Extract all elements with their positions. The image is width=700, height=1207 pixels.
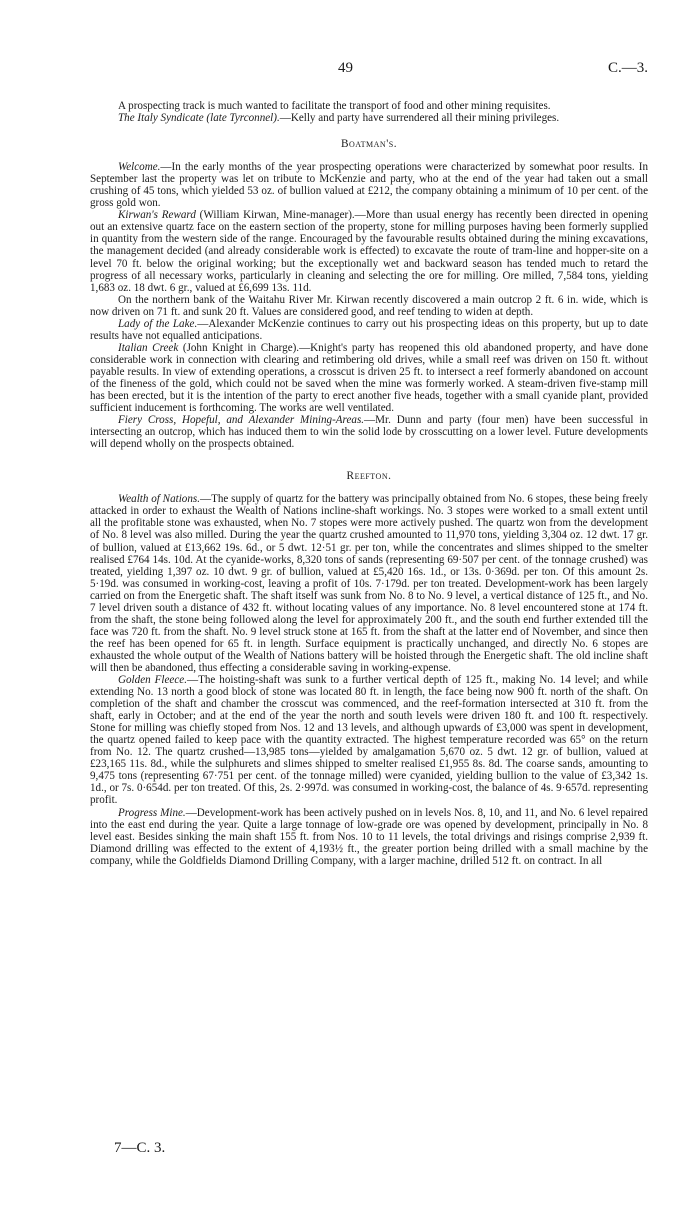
entry-title: Progress Mine.: [118, 806, 186, 819]
entry-wealth-of-nations: [90, 493, 648, 674]
section-heading-reefton: Reefton.: [346, 470, 392, 483]
entry-title: Lady of the Lake.: [118, 317, 198, 330]
italy-syndicate-paragraph: [90, 112, 648, 124]
entry-text: (William Kirwan, Mine-manager).—More than usual energy has recently been directed in opening out an extensive quartz face on the eastern section of the property, stone for milling purposes having been formerly supplied in quantity from the western side of the range. Encouraged by the favourable results obtained during the mining excavations, the management decided (and already considerable work is effected) to excavate the route of tram-line and hopper-site on a level 70 ft. below the original working; but the exceptionally wet and backward season has tended much to retard the progress of all necessary works, particularly in cleaning and selecting the ore for milling. Ore milled, 7,584 tons, yielding 1,683 oz. 18 dwt. 6 gr., valued at £6,699 13s. 11d.: [90, 209, 648, 294]
entry-text: On the northern bank of the Waitahu River Mr. Kirwan recently discovered a main outcrop 2 ft. 6 in. wide, which is now driven on 71 ft. and sunk 20 ft. Values are considered good, and reef tending to widen at depth.: [90, 293, 648, 318]
section-heading-boatmans: Boatman's.: [340, 138, 398, 151]
footer-signature: 7—C. 3.: [114, 1140, 166, 1156]
entry-text: —Development-work has been actively pushed on in levels Nos. 8, 10, and 11, and No. 6 level repaired into the east end during the year. Quite a large tonnage of low-grade ore was opened by development, principally in No. 8 level east. Besides sinking the main shaft 155 ft. from Nos. 10 to 11 levels, the total drivings and risings comprise 2,939 ft. Diamond drilling was effected to the extent of 4,193½ ft., the greater portion being drilled with a small machine by the company, while the Goldfields Diamond Drilling Company, with a larger machine, drilled 512 ft. on contract. In all: [90, 806, 648, 867]
entry-title: Italian Creek: [118, 341, 179, 354]
entry-text: —Kelly and party have surrendered all their mining privileges.: [279, 112, 560, 125]
entry-title: Welcome.: [118, 161, 161, 174]
intro-paragraph: A prospecting track is much wanted to facilitate the transport of food and other mining requisites.: [118, 100, 551, 112]
entry-title: Fiery Cross, Hopeful, and Alexander Mining-Areas.: [118, 414, 365, 427]
page-number: 49: [338, 60, 353, 76]
entry-lady-of-the-lake: [90, 318, 648, 342]
entry-text: —The supply of quartz for the battery was principally obtained from No. 6 stopes, these being freely attacked in order to exhaust the Wealth of Nations incline-shaft workings. No. 3 stopes were worked to a small extent until all the profitable stone was exhausted, when No. 7 stopes were more actively pushed. The quartz won from the development of No. 8 level was also milled. During the year the quartz crushed amounted to 11,970 tons, yielding 3,304 oz. 12 dwt. 17 gr. of bullion, valued at £13,662 19s. 6d., or 5 dwt. 12·51 gr. per ton, while the concentrates and slimes shipped to the smelter realised £764 14s. 10d. At the cyanide-works, 8,320 tons of sands (representing 69·507 per cent. of the tonnage crushed) was treated, yielding 1,397 oz. 10 dwt. 9 gr. of bullion, valued at £5,420 16s. 1d., or 13s. 0·369d. per ton. Of this amount 2s. 5·19d. was consumed in working-cost, leaving a profit of 10s. 7·179d. per ton treated. Development-work has been largely carried on from the Energetic shaft. The shaft itself was sunk from No. 8 to No. 9 level, a vertical distance of 125 ft., and No. 7 level driven south a distance of 432 ft. without locating values of any importance. No. 8 level encountered stone at 174 ft. from the shaft, the stone being followed along the level for approximately 200 ft., and the south end further extended till the face was 720 ft. from the shaft. No. 9 level struck stone at 165 ft. from the shaft at the latter end of November, and since then the reef has been opened for 65 ft. in length. Surface equipment is practically unchanged, and directly No. 6 stopes are exhausted the whole output of the Wealth of Nations battery will be hoisted through the Energetic shaft. The old incline shaft will then be abandoned, thus effecting a considerable saving in working-expense.: [90, 493, 648, 674]
entry-italian-creek: [90, 342, 648, 414]
document-reference: C.—3.: [607, 60, 648, 76]
entry-fiery-cross: [90, 414, 648, 450]
entry-title: Golden Fleece.: [118, 674, 187, 687]
entry-title: Kirwan's Reward: [118, 209, 196, 222]
entry-title: Wealth of Nations.: [118, 493, 200, 506]
entry-golden-fleece: [90, 674, 648, 807]
page-body: [90, 100, 648, 867]
page-header: [0, 62, 700, 82]
entry-text: (John Knight in Charge).—Knight's party has reopened this old abandoned property, and have done considerable work in connection with clearing and retimbering old drives, while a small reef was driven on 150 ft. without payable results. In view of extending operations, a crosscut is driven 25 ft. to intersect a reef formerly abandoned on account of the fineness of the gold, which could not be saved when the mine was formerly worked. A steam-driven five-stamp mill has been erected, but it is the intention of the party to erect another five heads, together with a small cyanide plant, provided sufficient inducement is forthcoming. The works are well ventilated.: [90, 341, 648, 415]
entry-text: —The hoisting-shaft was sunk to a further vertical depth of 125 ft., making No. 14 level; and while extending No. 13 north a good block of stone was located 80 ft. in length, the face being now 900 ft. north of the shaft. On completion of the shaft and chamber the crosscut was commenced, and the reef-formation intersected at 310 ft. from the shaft, early in October; and at the end of the year the north and south levels were driven 180 ft. and 100 ft. respectively. Stone for milling was chiefly stoped from Nos. 12 and 13 levels, and although upwards of £3,000 was spent in development, the quartz opened failed to keep pace with the quantity extracted. The highest temperature recorded was 65° on the return from No. 12. The quartz crushed—13,985 tons—yielded by amalgamation 5,670 oz. 5 dwt. 12 gr. of bullion, valued at £23,165 11s. 8d., while the sulphurets and slimes shipped to smelter realised £1,955 8s. 8d. The coarse sands, amounting to 9,475 tons (representing 67·751 per cent. of the tonnage milled) were cyanided, yielding bullion to the value of £3,342 1s. 1d., or 7s. 0·654d. per ton treated. Of this, 2s. 2·997d. was consumed in working-cost, the balance of 4s. 9·657d. representing profit.: [90, 674, 648, 807]
entry-waitahu-outcrop: [90, 294, 648, 318]
entry-text: —In the early months of the year prospecting operations were characterized by somewhat poor results. In September last the property was let on tribute to McKenzie and party, who at the end of the year had taken out a small crushing of 45 tons, which yielded 53 oz. of bullion valued at £212, the company obtaining a minimum of 10 per cent. of the gross gold won.: [90, 161, 648, 210]
entry-title: The Italy Syndicate (late Tyrconnel).: [118, 112, 280, 125]
entry-progress-mine: [90, 807, 648, 867]
entry-kirwans-reward: [90, 209, 648, 293]
entry-welcome: [90, 161, 648, 209]
entry-text: —Mr. Dunn and party (four men) have been successful in intersecting an outcrop, which has induced them to win the solid lode by crosscutting on a lower level. Future developments will depend wholly on the prospects obtained.: [90, 414, 648, 451]
entry-text: —Alexander McKenzie continues to carry out his prospecting ideas on this property, but up to date results have not equalled anticipations.: [90, 317, 648, 342]
